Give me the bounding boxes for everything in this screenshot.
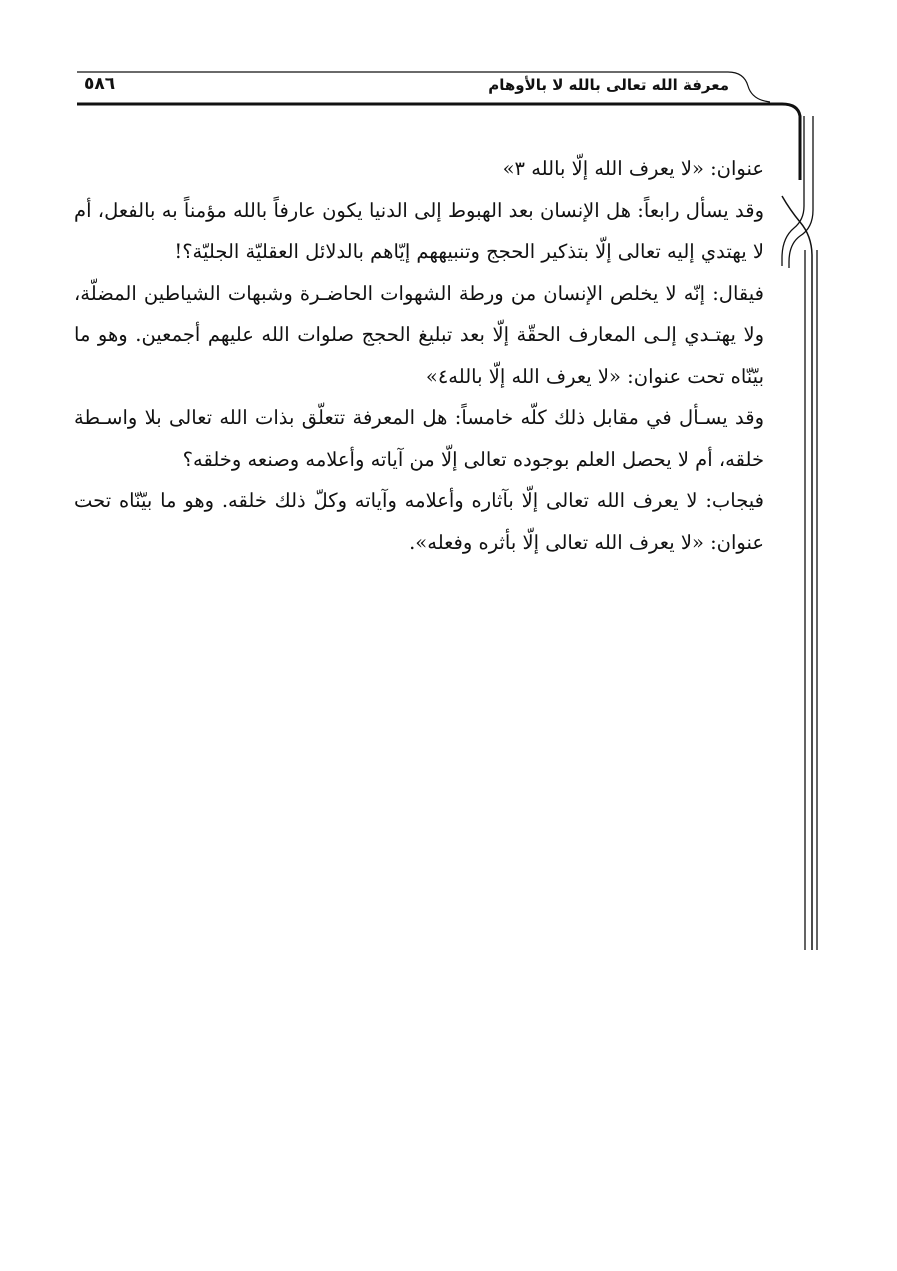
page-number: ٥٨٦ xyxy=(84,74,116,94)
side-bracket-curve xyxy=(782,196,812,950)
body-text xyxy=(74,148,764,563)
paragraph-3: فيقال: إنّه لا يخلص الإنسان من ورطة الشهوات الحاضـرة وشبهات الشياطين المضلّة، ولا يهتـدي إلـى المعارف الحقّة إلّا بعد تبليغ الحجج صلوات الله عليهم أجمعين. وهو ما بيّنّاه تحت عنوان: «لا يعرف الله إلّا بالله٤» xyxy=(74,281,764,388)
side-rule-inner xyxy=(782,116,804,266)
paragraph-4: وقد يسـأل في مقابل ذلك كلّه خامساً: هل المعرفة تتعلّق بذات الله تعالى بلا واسـطة خلقه، أم لا يحصل العلم بوجوده تعالى إلّا من آياته وأعلامه وصنعه وخلقه؟ xyxy=(74,406,764,471)
paragraph-1: عنوان: «لا يعرف الله إلّا بالله ٣» xyxy=(502,157,764,180)
side-rule-outer xyxy=(789,116,813,268)
paragraph-5: فيجاب: لا يعرف الله تعالى إلّا بآثاره وأعلامه وآياته وكلّ ذلك خلقه. وهو ما بيّنّاه تحت عنوان: «لا يعرف الله تعالى إلّا بأثره وفعله». xyxy=(74,489,764,554)
running-title: معرفة الله تعالى بالله لا بالأوهام xyxy=(488,76,729,94)
paragraph-2: وقد يسأل رابعاً: هل الإنسان بعد الهبوط إلى الدنيا يكون عارفاً بالله مؤمناً به بالفعل، أم لا يهتدي إليه تعالى إلّا بتذكير الحجج وتنبيههم إيّاهم بالدلائل العقليّة الجليّة؟! xyxy=(74,198,764,263)
